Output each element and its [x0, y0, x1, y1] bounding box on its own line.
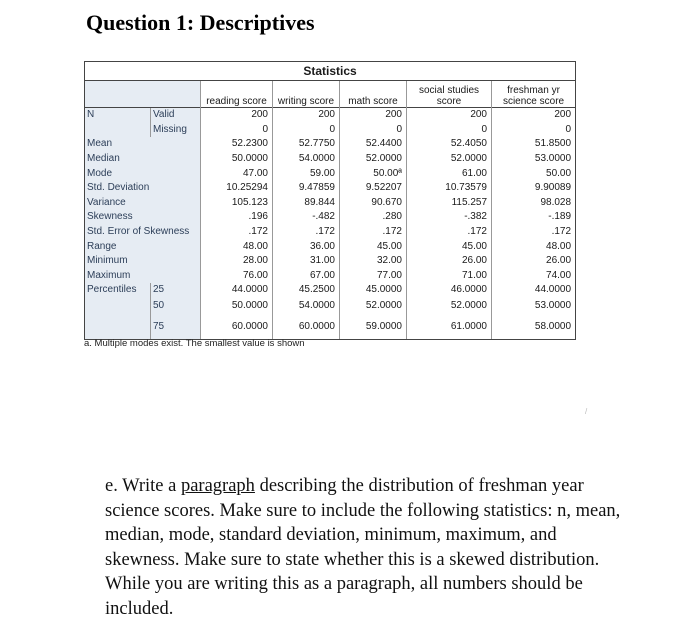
row-label	[85, 298, 151, 315]
table-row	[85, 166, 576, 181]
table-cell: 45.0000	[340, 283, 407, 298]
table-cell: 0	[273, 123, 340, 138]
row-label: Mean	[85, 137, 201, 152]
column-header: social studies score	[407, 81, 492, 108]
table-cell: 51.8500	[492, 137, 576, 152]
table-cell: 200	[273, 108, 340, 123]
table-cell: 47.00	[201, 166, 273, 181]
table-cell: 200	[201, 108, 273, 123]
row-sublabel: 75	[151, 315, 201, 340]
table-cell: 61.0000	[407, 315, 492, 340]
table-row	[85, 315, 576, 340]
table-cell: 54.0000	[273, 152, 340, 167]
table-row	[85, 239, 576, 254]
stray-mark: /	[585, 407, 588, 416]
statistics-table-container	[84, 61, 575, 340]
table-cell: -.189	[492, 210, 576, 225]
table-row	[85, 196, 576, 211]
table-cell: 52.0000	[340, 152, 407, 167]
table-row	[85, 269, 576, 284]
table-cell: 32.00	[340, 254, 407, 269]
table-cell: 54.0000	[273, 298, 340, 315]
table-cell: 26.00	[407, 254, 492, 269]
table-cell: 60.0000	[201, 315, 273, 340]
table-row	[85, 298, 576, 315]
table-cell: 52.7750	[273, 137, 340, 152]
table-cell: .196	[201, 210, 273, 225]
question-e-prefix: e. Write a	[105, 476, 181, 496]
table-cell: 28.00	[201, 254, 273, 269]
row-label: Maximum	[85, 269, 201, 284]
table-cell: 0	[201, 123, 273, 138]
table-cell: 98.028	[492, 196, 576, 211]
table-cell: 44.0000	[201, 283, 273, 298]
row-label: Minimum	[85, 254, 201, 269]
table-cell: 61.00	[407, 166, 492, 181]
row-label: Skewness	[85, 210, 201, 225]
table-cell: .172	[201, 225, 273, 240]
table-cell: 50.00ª	[340, 166, 407, 181]
table-cell: 77.00	[340, 269, 407, 284]
table-row	[85, 283, 576, 298]
table-cell: 9.52207	[340, 181, 407, 196]
row-sublabel: Valid	[151, 108, 201, 123]
row-label: Variance	[85, 196, 201, 211]
table-cell: 59.00	[273, 166, 340, 181]
row-label	[85, 123, 151, 138]
column-header: reading score	[201, 81, 273, 108]
header-blank	[151, 81, 201, 108]
column-header: math score	[340, 81, 407, 108]
table-cell: .172	[407, 225, 492, 240]
table-cell: 0	[340, 123, 407, 138]
table-cell: 67.00	[273, 269, 340, 284]
table-cell: 53.0000	[492, 152, 576, 167]
table-cell: 52.2300	[201, 137, 273, 152]
table-cell: 200	[340, 108, 407, 123]
table-cell: 200	[407, 108, 492, 123]
column-header: freshman yr science score	[492, 81, 576, 108]
table-footnote: a. Multiple modes exist. The smallest value is shown	[84, 338, 305, 349]
table-cell: 90.670	[340, 196, 407, 211]
row-label	[85, 315, 151, 340]
table-cell: 52.4050	[407, 137, 492, 152]
table-cell: 0	[492, 123, 576, 138]
table-cell: 10.25294	[201, 181, 273, 196]
table-cell: -.382	[407, 210, 492, 225]
table-cell: .280	[340, 210, 407, 225]
table-row	[85, 181, 576, 196]
row-label: Median	[85, 152, 201, 167]
table-cell: 50.00	[492, 166, 576, 181]
row-sublabel: 25	[151, 283, 201, 298]
row-label: Std. Error of Skewness	[85, 225, 201, 240]
table-cell: 200	[492, 108, 576, 123]
row-sublabel: 50	[151, 298, 201, 315]
column-header: writing score	[273, 81, 340, 108]
table-title: Statistics	[85, 62, 576, 81]
row-label: Std. Deviation	[85, 181, 201, 196]
table-cell: 46.0000	[407, 283, 492, 298]
table-cell: 26.00	[492, 254, 576, 269]
table-cell: 52.4400	[340, 137, 407, 152]
table-cell: 52.0000	[407, 152, 492, 167]
table-row	[85, 108, 576, 123]
table-cell: 74.00	[492, 269, 576, 284]
table-row	[85, 210, 576, 225]
statistics-table	[84, 61, 576, 340]
table-cell: 105.123	[201, 196, 273, 211]
table-cell: 71.00	[407, 269, 492, 284]
table-cell: 9.90089	[492, 181, 576, 196]
table-cell: .172	[340, 225, 407, 240]
table-row	[85, 123, 576, 138]
table-cell: -.482	[273, 210, 340, 225]
row-label: Mode	[85, 166, 201, 181]
row-sublabel: Missing	[151, 123, 201, 138]
table-row	[85, 152, 576, 167]
table-cell: 52.0000	[340, 298, 407, 315]
question-e-underlined: paragraph	[180, 476, 255, 496]
header-blank	[85, 81, 151, 108]
table-cell: .172	[273, 225, 340, 240]
table-cell: .172	[492, 225, 576, 240]
table-cell: 50.0000	[201, 298, 273, 315]
table-cell: 45.00	[407, 239, 492, 254]
table-cell: 31.00	[273, 254, 340, 269]
table-cell: 115.257	[407, 196, 492, 211]
question-title: Question 1: Descriptives	[86, 10, 315, 35]
table-cell: 36.00	[273, 239, 340, 254]
table-cell: 53.0000	[492, 298, 576, 315]
table-cell: 48.00	[201, 239, 273, 254]
table-row	[85, 254, 576, 269]
table-cell: 50.0000	[201, 152, 273, 167]
table-cell: 0	[407, 123, 492, 138]
question-e-text	[105, 474, 630, 622]
table-cell: 9.47859	[273, 181, 340, 196]
table-row	[85, 225, 576, 240]
table-cell: 45.00	[340, 239, 407, 254]
question-e-rest: describing the distribution of freshman year science scores. Make sure to include the following statistics: n, mean, median, mode, standard deviation, minimum, maximum, and skewness. Make sure to state whether this is a skewed distribution. While you are writing this as a paragraph, all numbers should be included.	[105, 476, 621, 619]
row-label: N	[85, 108, 151, 123]
table-row	[85, 137, 576, 152]
table-cell: 52.0000	[407, 298, 492, 315]
row-label: Percentiles	[85, 283, 151, 298]
table-cell: 76.00	[201, 269, 273, 284]
table-cell: 45.2500	[273, 283, 340, 298]
table-cell: 59.0000	[340, 315, 407, 340]
row-label: Range	[85, 239, 201, 254]
table-cell: 10.73579	[407, 181, 492, 196]
table-cell: 89.844	[273, 196, 340, 211]
table-cell: 60.0000	[273, 315, 340, 340]
table-cell: 58.0000	[492, 315, 576, 340]
table-cell: 44.0000	[492, 283, 576, 298]
table-cell: 48.00	[492, 239, 576, 254]
